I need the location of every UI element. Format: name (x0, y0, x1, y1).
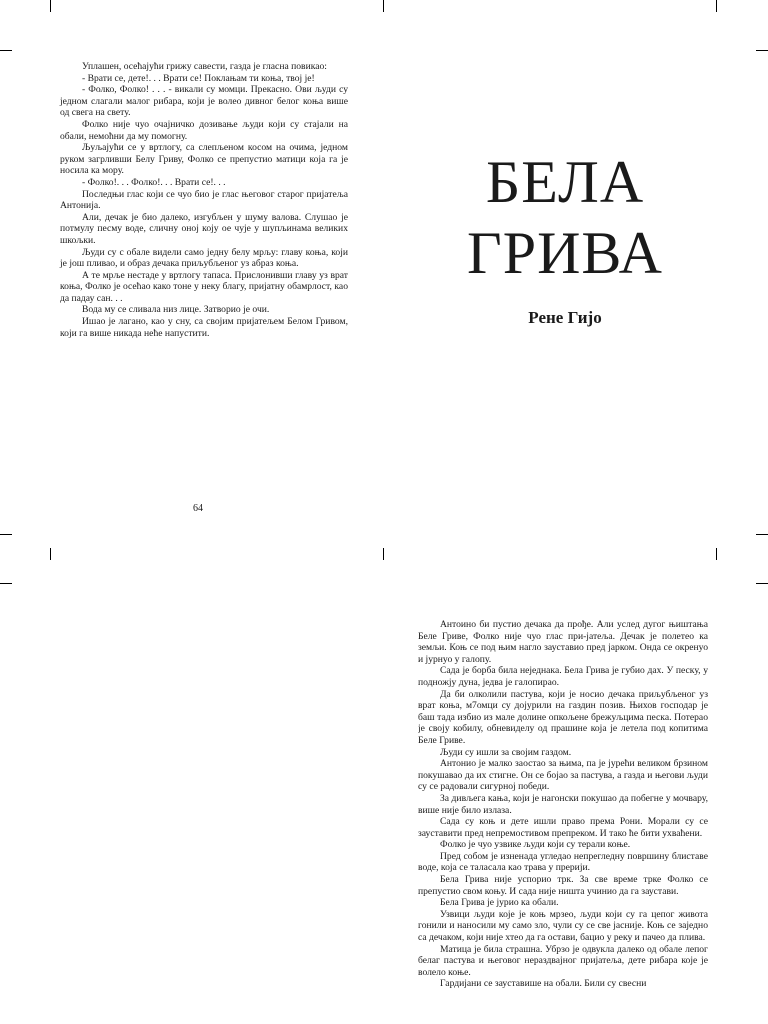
paragraph: Али, дечак је био далеко, изгубљен у шуму валова. Слушао је потмулу песму воде, сличну оној коју ое чује у шупљинама великих шкољки. (60, 211, 348, 246)
book-title-line-2: ГРИВА (467, 220, 663, 286)
page-64-text (60, 61, 348, 339)
paragraph: Сада су коњ и дете ишли право према Рони. Морали су се зауставити пред непремостивом препреком. И тако ће бити ухваћени. (418, 816, 708, 839)
crop-mark (756, 534, 768, 535)
paragraph: - Фолко!. . . Фолко!. . . Врати се!. . . (82, 176, 226, 188)
paragraph: Фолко није чуо очајничко дозивање људи који су стајали на обали, немоћни да му помогну. (60, 118, 348, 142)
paragraph: Гардијани се зауставише на обали. Били су свесни (440, 978, 647, 990)
paragraph: Бела Грива је јурио ка обали. (440, 897, 559, 909)
crop-mark (756, 50, 768, 51)
paragraph: За дивљега кања, који је нагонски покушао да побегне у мочвару, више није било излаза. (418, 792, 708, 816)
paragraph: Фолко је чуо узвике људи који су терали коње. (440, 839, 631, 851)
paragraph: А те мрље нестаде у вртлогу тапаса. Прислонивши главу уз врат коња, Фолко је осећао како тоне у неку благу, пријатну обамрлост, као да падау сан. . . (60, 269, 348, 304)
crop-mark (383, 0, 384, 12)
paragraph: Ишао је лагано, као у сну, са својим пријатељем Белом Гривом, који га више никада неће напустити. (60, 316, 348, 339)
paragraph: Бела Грива није успорио трк. За све време трке Фолко се препустио свом коњу. И сада није ништа учинио да га заустави. (418, 874, 708, 897)
crop-mark (0, 534, 12, 535)
crop-mark (716, 0, 717, 12)
paragraph: Љуљајући се у вртлогу, са слепљеном косом на очима, једном руком загрливши Белу Гриву, Фолко се препустио матици која га је носила ка мору. (60, 142, 348, 177)
crop-mark (0, 50, 12, 51)
paragraph: Уплашен, осећајући грижу савести, газда је гласна повикао: (82, 61, 327, 72)
crop-mark (383, 548, 384, 560)
paragraph: - Фолко, Фолко! . . . - викали су момци. Прекасно. Ови људи су једном слагали малог рибара, који је волео дивног белог коња више од свега на свету. (60, 84, 348, 119)
paragraph: - Врати се, дете!. . . Врати се! Поклањам ти коња, твој је! (82, 72, 315, 84)
page-number: 64 (193, 503, 203, 514)
paragraph: Узвици људи које је коњ мрзео, људи који су га цепог живота гонили и наносили му само зло, чули су се све јасније. Коњ се заједно са дечаком, који није хтео да га остави, бацио у реку и пачео да плива. (418, 908, 708, 944)
crop-mark (0, 583, 12, 584)
crop-mark (716, 548, 717, 560)
crop-mark (50, 0, 51, 12)
crop-mark (756, 583, 768, 584)
paragraph: Матица је била страшна. Убрзо је одвукла далеко од обале лепог белаг пастува и његовог нераздвајног пријатеља, дете рибара које је волело коње. (418, 943, 708, 978)
paragraph: Сада је борба била неједнака. Бела Грива је губио дах. У песку, у подножју дуна, једва је галопирао. (418, 665, 708, 688)
page-bottom-text (418, 619, 708, 1024)
paragraph: Пред собом је изненада угледао непрегледну површину блиставе воде, која се таласала као трава у прерији. (418, 850, 708, 874)
paragraph: Антоино би пустио дечака да прође. Али услед дугог њиштања Беле Гриве, Фолко није чуо глас при-јатеља. Дечак је полетео ка земљи. Коњ се под њим нагло зауставио пред јарком. Онда се окренуо и јурнуо у галопу. (418, 619, 708, 665)
paragraph: Људи су с обале видели само једну белу мрљу: главу коња, који је још пливао, и образ дечака приљубљеног уз абраз коња. (60, 246, 348, 270)
paragraph: Да би олколили пастува, који је носио дечака приљубљеног уз врат коња, м7омци су дојурили на газдин позив. Њихов господар је баш тада избио из мале долине опкољене брежуљцима песка. Потерао је своју кобилу, обневиделу од прашине која је летела под копитима Беле Гриве. (418, 688, 708, 746)
paragraph: Антонио је малко заостао за њима, па је јурећи великом брзином покушавао да их стигне. Он се бојао за пастува, а газда и његови људи су се радовали сигурној победи. (418, 758, 708, 793)
paragraph: Вода му се сливала низ лице. Затворио је очи. (82, 304, 270, 316)
crop-mark (50, 548, 51, 560)
paragraph: Последњи глас који се чуо био је глас његовог старог пријатеља Антонија. (60, 188, 348, 212)
paragraph: Људи су ишли за својим газдом. (440, 746, 572, 758)
book-title-line-1: БЕЛА (485, 149, 645, 215)
book-author: Рене Гијо (528, 308, 602, 327)
